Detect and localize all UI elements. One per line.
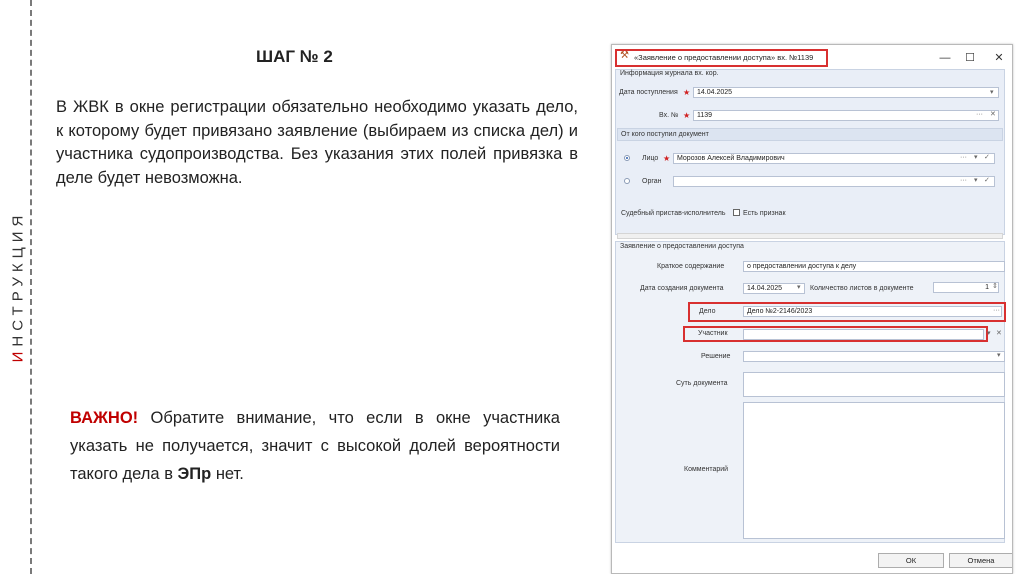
- minimize-button[interactable]: —: [939, 52, 951, 64]
- application-header: Заявление о предоставлении доступа: [620, 243, 744, 250]
- important-label: ВАЖНО!: [70, 409, 139, 427]
- clear-icon[interactable]: ✕: [990, 111, 996, 118]
- org-radio[interactable]: [624, 178, 630, 184]
- decision-label: Решение: [701, 353, 731, 360]
- important-bold: ЭПр: [177, 465, 212, 483]
- maximize-button[interactable]: ☐: [965, 52, 975, 64]
- important-text: Обратите внимание, что если в окне участника указать не получается, значит с высокой долей вероятности такого дела в: [70, 409, 560, 483]
- gavel-icon: ⚒: [620, 50, 629, 61]
- date-label: Дата поступления: [619, 89, 678, 96]
- required-star-icon: ★: [683, 88, 691, 97]
- chevron-down-icon[interactable]: ▾: [974, 154, 978, 161]
- chevron-down-icon[interactable]: ▾: [974, 177, 978, 184]
- bailiff-label: Судебный пристав-исполнитель: [621, 210, 726, 217]
- dashed-divider: [30, 0, 32, 574]
- created-date-field[interactable]: 14.04.2025: [743, 283, 805, 294]
- ellipsis-icon[interactable]: ···: [993, 307, 1000, 314]
- side-label-first-letter: И: [9, 346, 27, 363]
- required-star-icon: ★: [663, 154, 671, 163]
- sheets-field[interactable]: 1: [933, 282, 999, 293]
- close-button[interactable]: ✕: [994, 52, 1004, 64]
- person-field[interactable]: Морозов Алексей Владимирович: [673, 153, 995, 164]
- decision-field[interactable]: [743, 351, 1005, 362]
- ellipsis-icon[interactable]: ···: [960, 177, 967, 184]
- required-star-icon: ★: [683, 111, 691, 120]
- chevron-down-icon[interactable]: ▾: [987, 330, 991, 337]
- has-sign-label: Есть признак: [743, 210, 786, 217]
- essence-field[interactable]: [743, 372, 1005, 397]
- essence-label: Суть документа: [676, 380, 728, 387]
- application-window: [611, 44, 1013, 574]
- important-note: [70, 404, 560, 488]
- step-title: ШАГ № 2: [256, 47, 333, 66]
- side-label-rest: НСТРУКЦИЯ: [9, 210, 27, 347]
- spinner-icon[interactable]: ⇕: [992, 283, 998, 290]
- has-sign-checkbox[interactable]: [733, 209, 740, 216]
- comment-field[interactable]: [743, 402, 1005, 539]
- participant-field[interactable]: [743, 329, 984, 340]
- summary-field[interactable]: о предоставлении доступа к делу: [743, 261, 1005, 272]
- title-bar[interactable]: [612, 45, 1012, 71]
- check-icon[interactable]: ✓: [984, 177, 990, 184]
- important-tail: нет.: [211, 465, 244, 483]
- journal-header: Информация журнала вх. кор.: [620, 70, 719, 77]
- ellipsis-icon[interactable]: ···: [976, 111, 983, 118]
- sender-header: От кого поступил документ: [621, 131, 709, 138]
- cancel-button[interactable]: Отмена: [949, 553, 1013, 568]
- window-title: «Заявление о предоставлении доступа» вх. №1139: [634, 53, 814, 62]
- created-label: Дата создания документа: [640, 285, 724, 292]
- horizontal-scrollbar[interactable]: [617, 233, 1003, 239]
- chevron-down-icon[interactable]: ▾: [990, 89, 994, 96]
- chevron-down-icon[interactable]: ▾: [997, 352, 1001, 359]
- side-label: [10, 207, 27, 367]
- participant-label: Участник: [698, 330, 728, 337]
- check-icon[interactable]: ✓: [984, 154, 990, 161]
- clear-icon[interactable]: ✕: [996, 330, 1002, 337]
- sheets-label: Количество листов в документе: [810, 285, 914, 292]
- person-label: Лицо: [642, 155, 659, 162]
- in-no-label: Вх. №: [659, 112, 679, 119]
- case-label: Дело: [699, 308, 716, 315]
- summary-label: Краткое содержание: [657, 263, 725, 270]
- intro-text: В ЖВК в окне регистрации обязательно необходимо указать дело, к которому будет привязано заявление (выбираем из списка дел) и участника судопроизводства. Без указания этих полей привязка в деле будет невозможна.: [56, 98, 578, 187]
- comment-label: Комментарий: [684, 466, 729, 473]
- org-label: Орган: [642, 178, 662, 185]
- date-field[interactable]: 14.04.2025: [693, 87, 999, 98]
- org-field[interactable]: [673, 176, 995, 187]
- in-no-field[interactable]: 1139: [693, 110, 999, 121]
- ellipsis-icon[interactable]: ···: [960, 154, 967, 161]
- chevron-down-icon[interactable]: ▾: [797, 284, 801, 291]
- person-radio[interactable]: [624, 155, 630, 161]
- ok-button[interactable]: ОК: [878, 553, 944, 568]
- case-field[interactable]: Дело №2-2146/2023: [743, 306, 1002, 317]
